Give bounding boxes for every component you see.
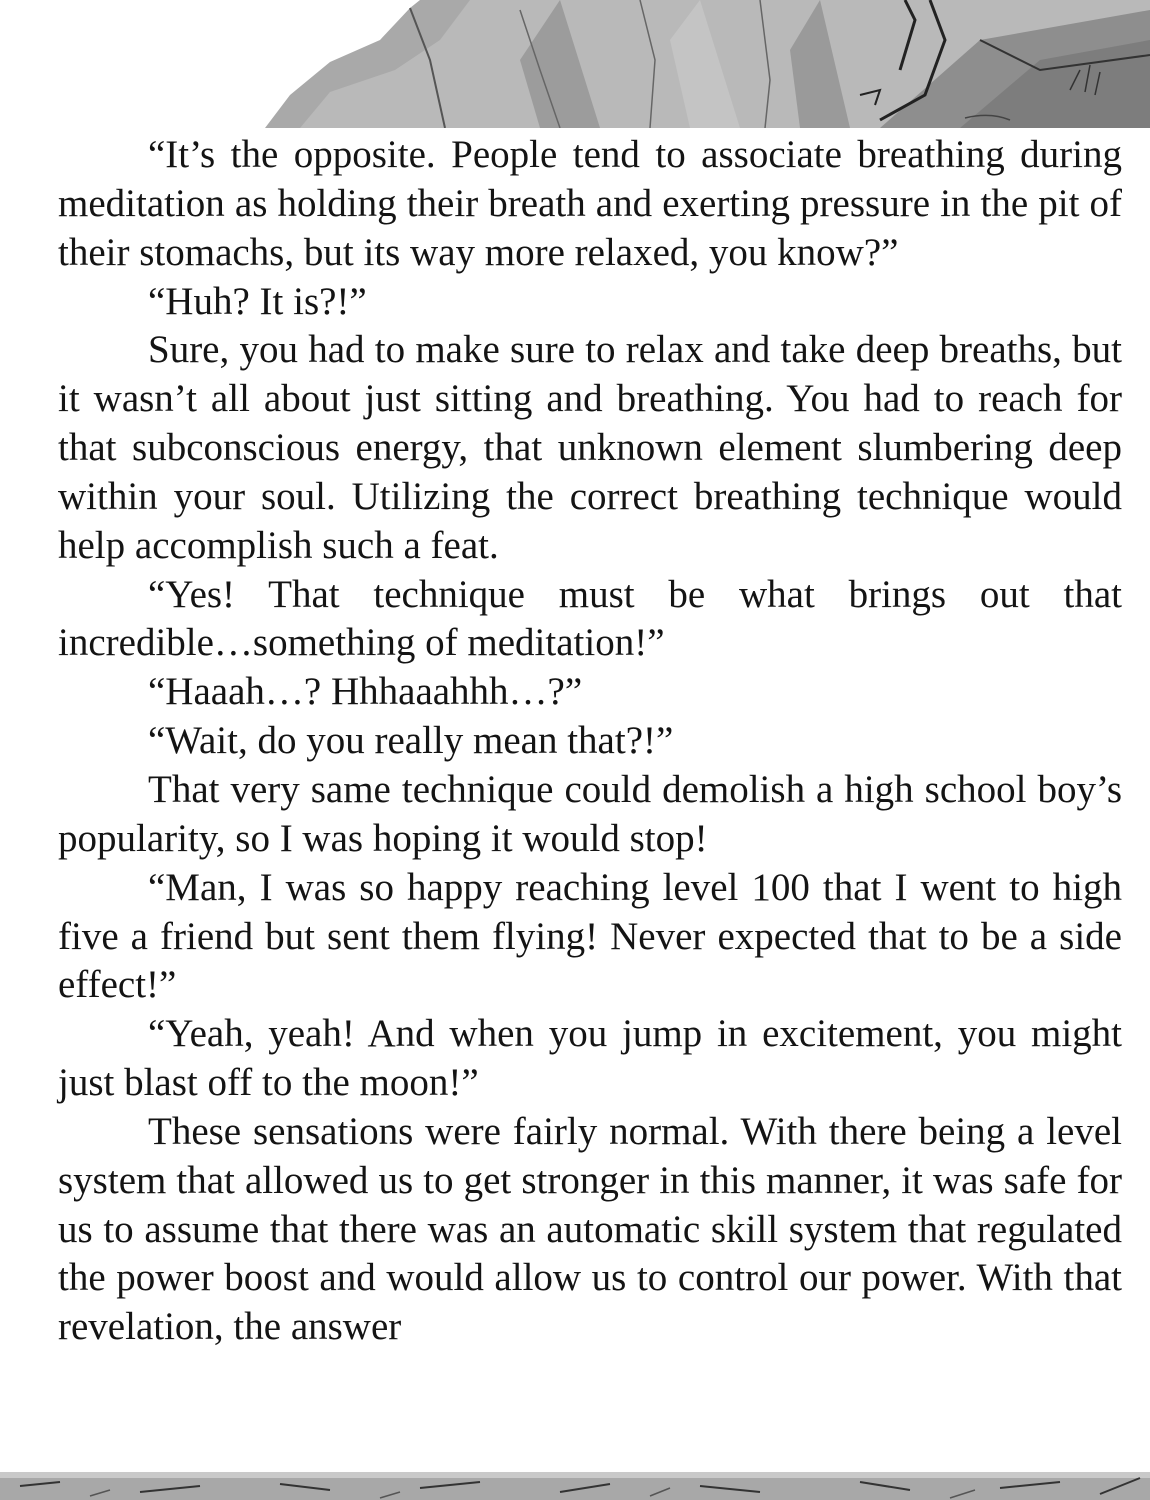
paragraph: That very same technique could demolish a high school boy’s popularity, so I was hoping it would stop! (58, 767, 1122, 860)
paragraph: “Man, I was so happy reaching level 100 that I went to high five a friend but sent them flying! Never expected that to be a side effect!” (58, 865, 1122, 1007)
paragraph: “Haaah…? Hhhaaahhh…?” (148, 670, 583, 714)
paragraph: Sure, you had to make sure to relax and take deep breaths, but it wasn’t all about just sitting and breathing. You had to reach for that subconscious energy, that unknown element slumbering deep within your soul. Utilizing the correct breathing technique would help accomplish such a feat. (58, 328, 1122, 567)
paragraph: “It’s the opposite. People tend to associate breathing during meditation as holding their breath and exerting pressure in the pit of their stomachs, but its way more relaxed, you know?” (58, 133, 1122, 274)
paragraph: These sensations were fairly normal. With there being a level system that allowed us to get stronger in this manner, it was safe for us to assume that there was an automatic skill system that regulated the power boost and would allow us to control our power. With that revelation, the answer (58, 1109, 1122, 1349)
paragraph: “Wait, do you really mean that?!” (148, 719, 674, 763)
footer-illustration (0, 1472, 1150, 1500)
paragraph: “Huh? It is?!” (148, 279, 367, 323)
header-illustration (0, 0, 1150, 128)
paragraph: “Yeah, yeah! And when you jump in excitement, you might just blast off to the moon!” (58, 1012, 1122, 1105)
paragraph: “Yes! That technique must be what brings out that incredible…something of meditation!” (58, 572, 1122, 665)
story-text (58, 131, 1122, 1352)
